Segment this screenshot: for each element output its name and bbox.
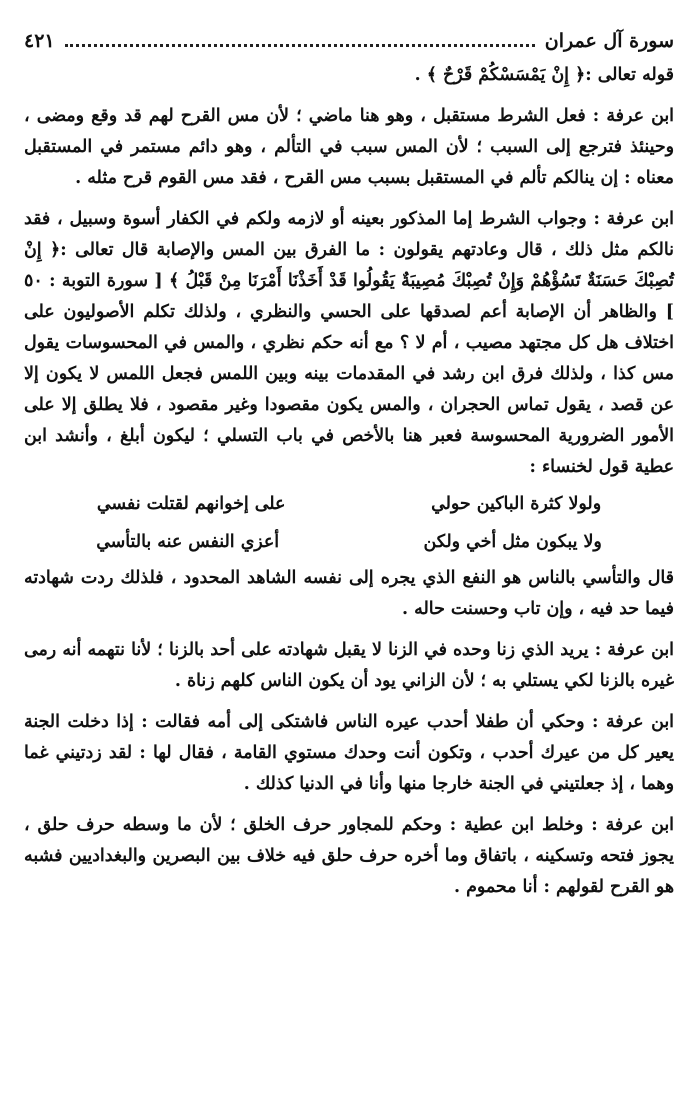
paragraph: ابن عرفة : وخلط ابن عطية : وحكم للمجاور حرف الخلق ؛ لأن ما وسطه حرف حلق ، يجوز فتحه وتسكينه ، باتفاق وما أخره حرف حلق فيه خلاف بين البصرين والبغداديين فشبه هو القرح لقولهم : أنا محموم . bbox=[24, 815, 674, 897]
poem-first-hemistich: ولا يبكون مثل أخي ولكن bbox=[423, 532, 602, 552]
paragraph: ابن عرفة : وحكي أن طفلا أحدب عيره الناس فاشتكى إلى أمه فقالت : إذا دخلت الجنة يعير كل من عيرك أحدب ، وتكون أنت وحدك مستوي القامة ، فقال لها : لقد زدتيني غما وهما ، إذ جعلتيني في الجنة خارجا منها وأنا في الدنيا كذلك . bbox=[24, 712, 674, 794]
paragraph: ابن عرفة : وجواب الشرط إما المذكور بعينه أو لازمه ولكم في الكفار أسوة وسبيل ، فقد نالكم مثل ذلك ، قال وعادتهم يقولون : ما الفرق بين المس والإصابة قال تعالى :﴿ إِنْ تُصِبْكَ حَسَنَةٌ تَسُؤْهُمْ وَإِنْ تُصِبْكَ مُصِيبَةٌ يَقُولُوا قَدْ أَخَذْنَا أَمْرَنَا مِنْ قَبْلُ ﴾ [ سورة التوبة : ٥٠ ] والظاهر أن الإصابة أعم لصدقها على الحسي والنظري ، ولذلك تكلم الأصوليون على اختلاف هل كل مجتهد مصيب ، أم لا ؟ مع أنه حكم نظري ، والمس في المحسوسات يقول مس كذا ، ولذلك فرق ابن رشد في المقدمات بينه وبين اللمس فجعل اللمس لا يكون إلا عن قصد ، يقول تماس الحجران ، والمس يكون مقصودا وغير مقصود ، فلا يطلق إلا على الأمور الضرورية المحسوسة فعبر هنا بالأخص في باب التسلي ؛ ليكون أبلغ ، وأنشد ابن عطية قول لخنساء : bbox=[24, 209, 674, 477]
poem-line bbox=[24, 487, 674, 521]
verse-heading: قوله تعالى :﴿ إِنْ يَمْسَسْكُمْ قَرْحٌ ﴾ . bbox=[414, 65, 674, 85]
poem-second-hemistich: على إخوانهم لقتلت نفسي bbox=[96, 494, 286, 514]
paragraph: ابن عرفة : يريد الذي زنا وحده في الزنا لا يقبل شهادته على أحد بالزنا ؛ لأنا نتهمه أنه رمى غيره بالزنا لكي يستلي به ؛ لأن الزاني يود أن يكون الناس كلهم زناة . bbox=[24, 640, 674, 691]
surah-title: سورة آل عمران bbox=[544, 30, 674, 52]
poem-line bbox=[24, 525, 674, 559]
book-page bbox=[24, 28, 674, 1068]
page-header bbox=[24, 28, 674, 54]
page-body bbox=[24, 60, 674, 903]
paragraph: ابن عرفة : فعل الشرط مستقبل ، وهو هنا ماضي ؛ لأن مس القرح لهم قد وقع ومضى ، وحينئذ فترجع إلى السبب ؛ لأن المس سبب في التألم ، وهو دائم مستمر في المستقبل معناه : إن ينالكم تألم في المستقبل بسبب مس القرح ، فقد مس القوم قرح مثله . bbox=[24, 106, 674, 188]
page-number: ٤٢١ bbox=[24, 30, 55, 52]
poem-first-hemistich: ولولا كثرة الباكين حولي bbox=[431, 494, 602, 514]
header-dotted-rule bbox=[65, 44, 535, 47]
poem-second-hemistich: أعزي النفس عنه بالتأسي bbox=[96, 532, 280, 552]
paragraph: قال والتأسي بالناس هو النفع الذي يجره إلى نفسه الشاهد المحدود ، فلذلك ردت شهادته فيما حد فيه ، وإن تاب وحسنت حاله . bbox=[24, 568, 674, 619]
